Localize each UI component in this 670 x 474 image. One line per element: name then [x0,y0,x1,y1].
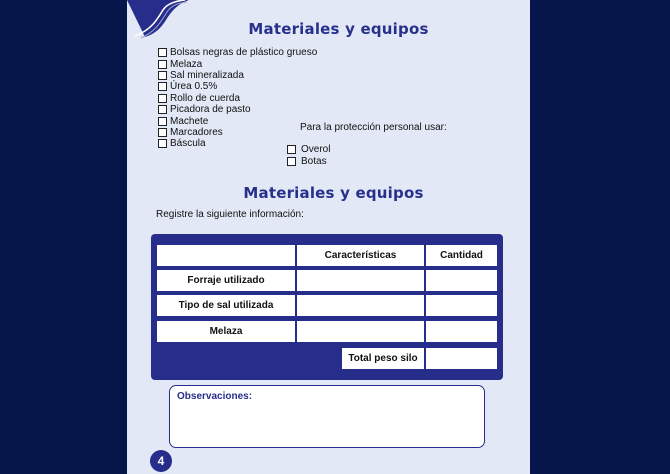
list-item [158,70,317,81]
table-input-cell[interactable] [426,321,497,342]
workbook-page [127,0,530,474]
checkbox[interactable] [158,71,167,80]
checkbox[interactable] [287,157,296,166]
total-input-cell[interactable] [426,348,497,369]
table-row-label: Melaza [157,321,295,342]
table-row-label: Forraje utilizado [157,270,295,291]
list-item [158,58,317,69]
section-title: Materiales y equipos [243,184,424,202]
table-header-cell [157,245,295,266]
checkbox-label: Machete [170,115,209,127]
table-input-cell[interactable] [297,270,424,291]
table-input-cell[interactable] [426,295,497,316]
protection-label: Para la protección personal usar: [300,122,447,133]
materials-checklist [158,47,317,150]
list-item [158,127,317,138]
checkbox[interactable] [158,117,167,126]
record-table [151,234,503,380]
checkbox[interactable] [158,82,167,91]
protection-checklist [287,143,330,167]
list-item [158,104,317,115]
observations-box[interactable] [169,385,485,448]
checkbox-label: Sal mineralizada [170,69,244,81]
checkbox[interactable] [158,94,167,103]
list-item [158,93,317,104]
page-title: Materiales y equipos [248,20,429,38]
list-item [287,143,330,155]
checkbox-label: Botas [301,155,327,167]
checkbox-label: Overol [301,143,331,155]
checkbox-label: Bolsas negras de plástico grueso [170,47,318,59]
list-item [158,81,317,92]
checkbox-label: Melaza [170,58,203,70]
checkbox[interactable] [158,139,167,148]
checkbox-label: Báscula [170,138,206,150]
table-row-label: Tipo de sal utilizada [157,295,295,316]
checkbox[interactable] [158,60,167,69]
checkbox-label: Picadora de pasto [170,104,251,116]
table-header-cell: Características [297,245,424,266]
checkbox-label: Úrea 0.5% [170,81,218,93]
table-input-cell[interactable] [297,295,424,316]
table-input-cell[interactable] [297,321,424,342]
table-input-cell[interactable] [426,270,497,291]
checkbox[interactable] [158,128,167,137]
list-item [158,115,317,126]
instruction-text: Registre la siguiente información: [156,209,304,220]
checkbox-label: Marcadores [170,126,223,138]
checkbox[interactable] [158,105,167,114]
table-header-cell: Cantidad [426,245,497,266]
list-item [158,47,317,58]
page-number-badge: 4 [150,450,172,472]
checkbox[interactable] [158,48,167,57]
list-item [287,155,330,167]
total-label: Total peso silo [342,348,424,369]
checkbox[interactable] [287,145,296,154]
observations-label: Observaciones: [177,391,253,402]
checkbox-label: Rollo de cuerda [170,92,241,104]
